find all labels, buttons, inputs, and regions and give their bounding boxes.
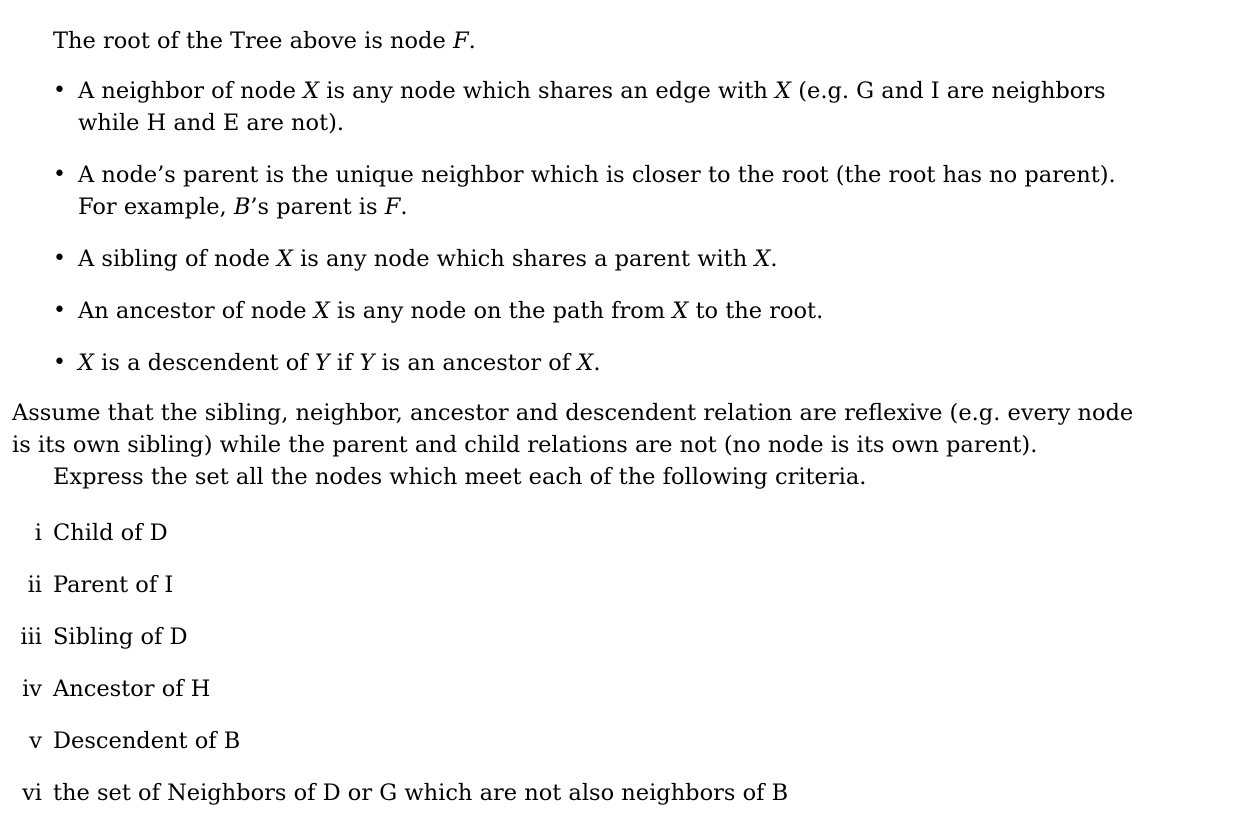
question-text: the set of Neighbors of D or G which are not also neighbors of B: [53, 780, 789, 806]
bullet-icon: •: [53, 162, 66, 187]
question-number: v: [29, 728, 42, 754]
bullet-neighbor-line2: while H and E are not).: [78, 110, 345, 136]
bullet-neighbor-line1: A neighbor of node X is any node which shares an edge with X (e.g. G and I are neighbors: [78, 78, 1106, 104]
intro-text: The root of the Tree above is node: [53, 28, 453, 54]
assume-line2: is its own sibling) while the parent and child relations are not (no node is its own parent).: [12, 432, 1038, 458]
question-number: ii: [27, 572, 42, 598]
bullet-icon: •: [53, 298, 66, 323]
bullet-parent-line2: For example, B’s parent is F.: [78, 194, 408, 220]
question-number: iii: [20, 624, 42, 650]
question-text: Sibling of D: [53, 624, 188, 650]
bullet-descendent: X is a descendent of Y if Y is an ancestor of X.: [78, 350, 601, 376]
bullet-ancestor: An ancestor of node X is any node on the path from X to the root.: [78, 298, 824, 324]
intro-sentence: [53, 26, 476, 56]
bullet-icon: •: [53, 350, 66, 375]
intro-period: .: [468, 28, 476, 54]
question-number: i: [34, 520, 42, 546]
question-text: Descendent of B: [53, 728, 241, 754]
question-number: iv: [22, 676, 42, 702]
bullet-parent-line1: A node’s parent is the unique neighbor which is closer to the root (the root has no parent).: [78, 162, 1116, 188]
bullet-sibling: A sibling of node X is any node which shares a parent with X.: [78, 246, 778, 272]
question-number: vi: [22, 780, 42, 806]
question-text: Parent of I: [53, 572, 174, 598]
question-text: Ancestor of H: [53, 676, 211, 702]
question-text: Child of D: [53, 520, 168, 546]
assume-line1: Assume that the sibling, neighbor, ancestor and descendent relation are reflexive (e.g. every node: [12, 400, 1134, 426]
express-instruction: Express the set all the nodes which meet each of the following criteria.: [53, 464, 867, 490]
bullet-icon: •: [53, 246, 66, 271]
root-node-var: F: [452, 28, 469, 54]
bullet-icon: •: [53, 78, 66, 103]
